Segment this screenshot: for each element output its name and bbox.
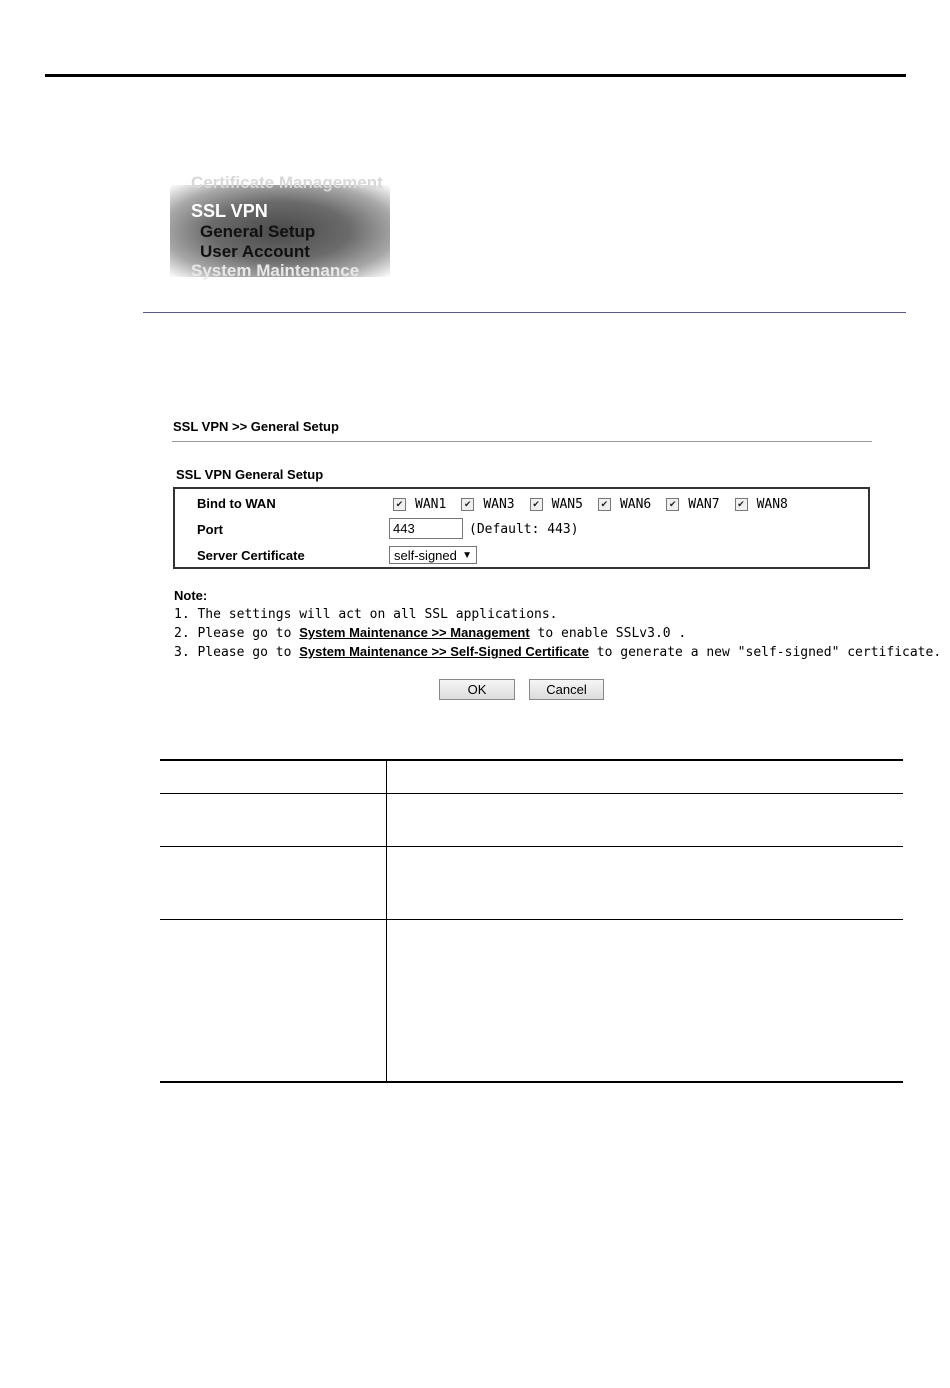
menu-item-system-maintenance[interactable]: System Maintenance [191, 261, 360, 280]
port-input[interactable]: 443 [389, 518, 463, 539]
table-column-divider [386, 759, 387, 1083]
wan3-label: WAN3 [483, 497, 515, 512]
wan5-label: WAN5 [551, 497, 583, 512]
note-2-prefix: 2. Please go to [174, 626, 300, 641]
dropdown-arrow-icon: ▼ [462, 549, 472, 561]
note-1: 1. The settings will act on all SSL applications. [174, 607, 558, 622]
section-title: SSL VPN General Setup [176, 467, 324, 482]
top-rule [45, 74, 906, 77]
wan1-option[interactable] [393, 497, 446, 512]
server-certificate-label: Server Certificate [197, 548, 305, 563]
wan8-option[interactable] [735, 497, 788, 512]
general-setup-panel [173, 487, 870, 569]
breadcrumb-divider [172, 441, 872, 442]
port-default-hint: (Default: 443) [469, 522, 579, 537]
wan1-checkbox[interactable]: ✔ [393, 498, 406, 511]
breadcrumb: SSL VPN >> General Setup [173, 419, 339, 434]
wan1-label: WAN1 [415, 497, 447, 512]
description-table [160, 759, 903, 1083]
table-bottom-border [160, 1081, 903, 1083]
note-3-suffix: to generate a new "self-signed" certificate. [588, 645, 942, 660]
port-label: Port [197, 522, 223, 537]
bind-to-wan-label: Bind to WAN [197, 496, 276, 511]
table-row-divider [160, 793, 903, 794]
note-2 [174, 624, 941, 643]
menu-item-general-setup[interactable]: General Setup [200, 222, 316, 241]
wan6-label: WAN6 [619, 497, 652, 512]
ok-button[interactable]: OK [439, 679, 515, 700]
wan6-checkbox[interactable]: ✔ [598, 498, 611, 511]
wan8-checkbox[interactable]: ✔ [735, 498, 748, 511]
note-3 [174, 643, 941, 662]
menu-snippet [170, 173, 390, 280]
wan8-label: WAN8 [756, 497, 788, 512]
notes-block [174, 588, 941, 662]
note-title: Note: [174, 588, 208, 603]
wan6-option[interactable] [598, 497, 651, 512]
wan3-option[interactable] [461, 497, 514, 512]
cancel-button[interactable]: Cancel [529, 679, 604, 700]
wan5-option[interactable] [530, 497, 583, 512]
table-row-divider [160, 846, 903, 847]
note-2-suffix: to enable SSLv3.0 . [529, 626, 687, 641]
wan7-checkbox[interactable]: ✔ [666, 498, 679, 511]
wan3-checkbox[interactable]: ✔ [461, 498, 474, 511]
self-signed-certificate-link[interactable]: System Maintenance >> Self-Signed Certificate [299, 644, 589, 659]
server-certificate-value: self-signed [394, 547, 457, 563]
wan7-label: WAN7 [688, 497, 720, 512]
menu-item-certificate-management[interactable]: Certificate Management [191, 173, 383, 192]
menu-item-user-account[interactable]: User Account [200, 242, 310, 261]
menu-section-ssl-vpn[interactable]: SSL VPN [191, 201, 268, 221]
table-row-divider [160, 919, 903, 920]
table-top-border [160, 759, 903, 761]
wan-checkbox-group [393, 497, 803, 512]
note-3-prefix: 3. Please go to [174, 645, 300, 660]
management-link[interactable]: System Maintenance >> Management [299, 625, 530, 640]
divider [143, 312, 906, 313]
server-certificate-select[interactable] [389, 546, 477, 564]
wan7-option[interactable] [666, 497, 719, 512]
wan5-checkbox[interactable]: ✔ [530, 498, 543, 511]
